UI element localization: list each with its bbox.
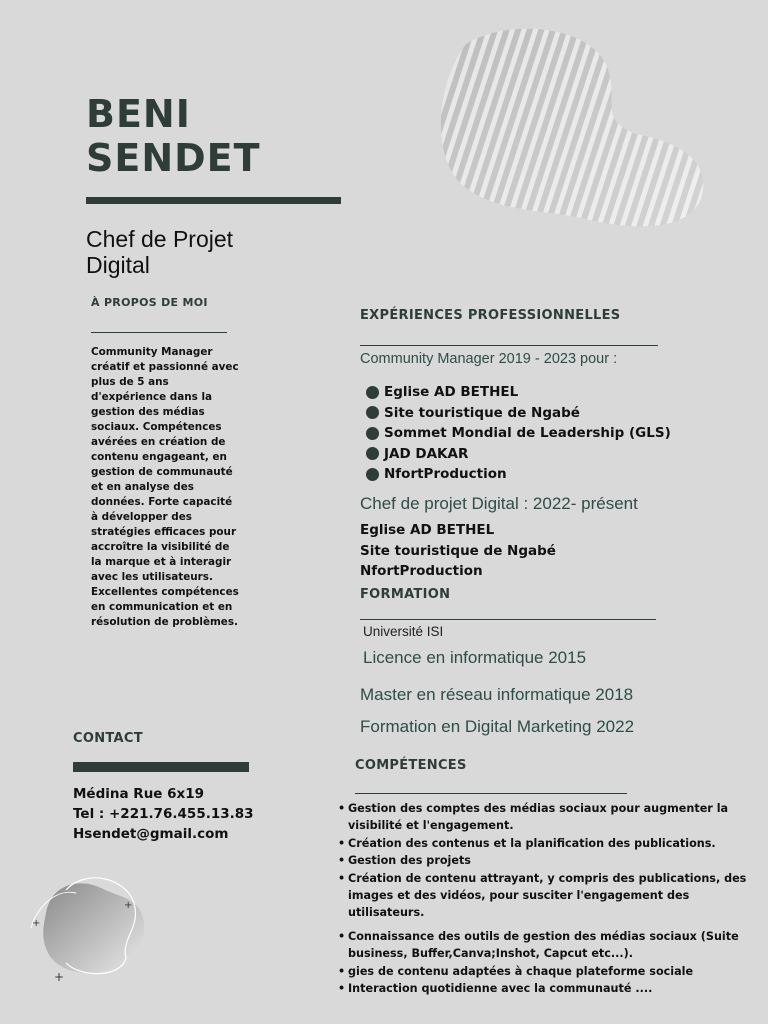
skills-list [338, 800, 748, 997]
svg-text:+: + [32, 918, 41, 929]
education-heading: FORMATION [360, 587, 451, 602]
list-item: Sommet Mondial de Leadership (GLS) [366, 423, 671, 444]
list-item: NfortProduction [366, 464, 671, 485]
last-name: SENDET [86, 136, 261, 180]
contact-email: Hsendet@gmail.com [73, 826, 229, 842]
contact-address: Médina Rue 6x19 [73, 786, 205, 802]
svg-text:+: + [124, 900, 133, 911]
bullet-icon [366, 447, 379, 460]
bullet-icon [366, 386, 379, 399]
name-divider [86, 197, 341, 204]
list-item: JAD DAKAR [366, 444, 671, 465]
experience-role1-list [366, 382, 671, 485]
contact-heading: CONTACT [73, 731, 143, 746]
list-item: Site touristique de Ngabé [360, 542, 556, 559]
list-item: • Gestion des projets [338, 852, 748, 869]
education-degree2: Master en réseau informatique 2018 [360, 685, 634, 704]
about-divider [91, 332, 227, 333]
bullet-icon [366, 427, 379, 440]
striped-blob-decoration [436, 24, 708, 232]
job-title [86, 226, 233, 278]
bullet-icon [366, 406, 379, 419]
list-item: • Création des contenus et la planification des publications. [338, 835, 748, 852]
job-title-line1: Chef de Projet [86, 226, 234, 252]
education-degree3: Formation en Digital Marketing 2022 [360, 717, 635, 736]
contact-divider [73, 762, 249, 772]
experience-role2-list [360, 520, 556, 582]
list-item: • gies de contenu adaptées à chaque plateforme sociale [338, 963, 748, 980]
about-heading: À PROPOS DE MOI [91, 296, 208, 309]
bullet-icon [366, 468, 379, 481]
skills-divider [355, 793, 627, 794]
experience-role2: Chef de projet Digital : 2022- présent [360, 494, 638, 513]
first-name: BENI [86, 92, 191, 136]
list-item: • Gestion des comptes des médias sociaux pour augmenter la visibilité et l'engagement. [338, 800, 748, 835]
education-degree1: Licence en informatique 2015 [363, 648, 587, 667]
experience-divider [360, 345, 658, 346]
skills-heading: COMPÉTENCES [355, 758, 467, 773]
experience-role1: Community Manager 2019 - 2023 pour : [360, 351, 618, 367]
svg-text:+: + [54, 970, 65, 984]
experience-heading: EXPÉRIENCES PROFESSIONNELLES [360, 308, 621, 323]
list-item: • Interaction quotidienne avec la communauté .... [338, 980, 748, 997]
list-item: Site touristique de Ngabé [366, 403, 671, 424]
education-school: Université ISI [363, 624, 444, 639]
list-item: NfortProduction [360, 563, 483, 579]
about-text: Community Manager créatif et passionné avec plus de 5 ans d'expérience dans la gestion des médias sociaux. Compétences avérées en création de contenu engageant, en gestion de communauté et en analyse des données. Forte capacité à développer des stratégies efficaces pour accroître la visibilité de la marque et à interagir avec les utilisateurs. Excellentes compétences en communication et en résolution de problèmes. [91, 346, 239, 628]
gradient-blob-decoration [26, 868, 156, 988]
list-item: • Connaissance des outils de gestion des médias sociaux (Suite business, Buffer,Canva;Inshot, Capcut etc...). [338, 928, 748, 963]
contact-details [73, 784, 254, 844]
list-item: Eglise AD BETHEL [360, 522, 495, 538]
contact-phone: Tel : +221.76.455.13.83 [73, 806, 254, 822]
job-title-line2: Digital [86, 252, 150, 278]
list-item: Eglise AD BETHEL [366, 382, 671, 403]
list-item: • Création de contenu attrayant, y compris des publications, des images et des vidéos, pour susciter l'engagement des utilisateurs. [338, 870, 748, 922]
education-divider [360, 619, 656, 620]
